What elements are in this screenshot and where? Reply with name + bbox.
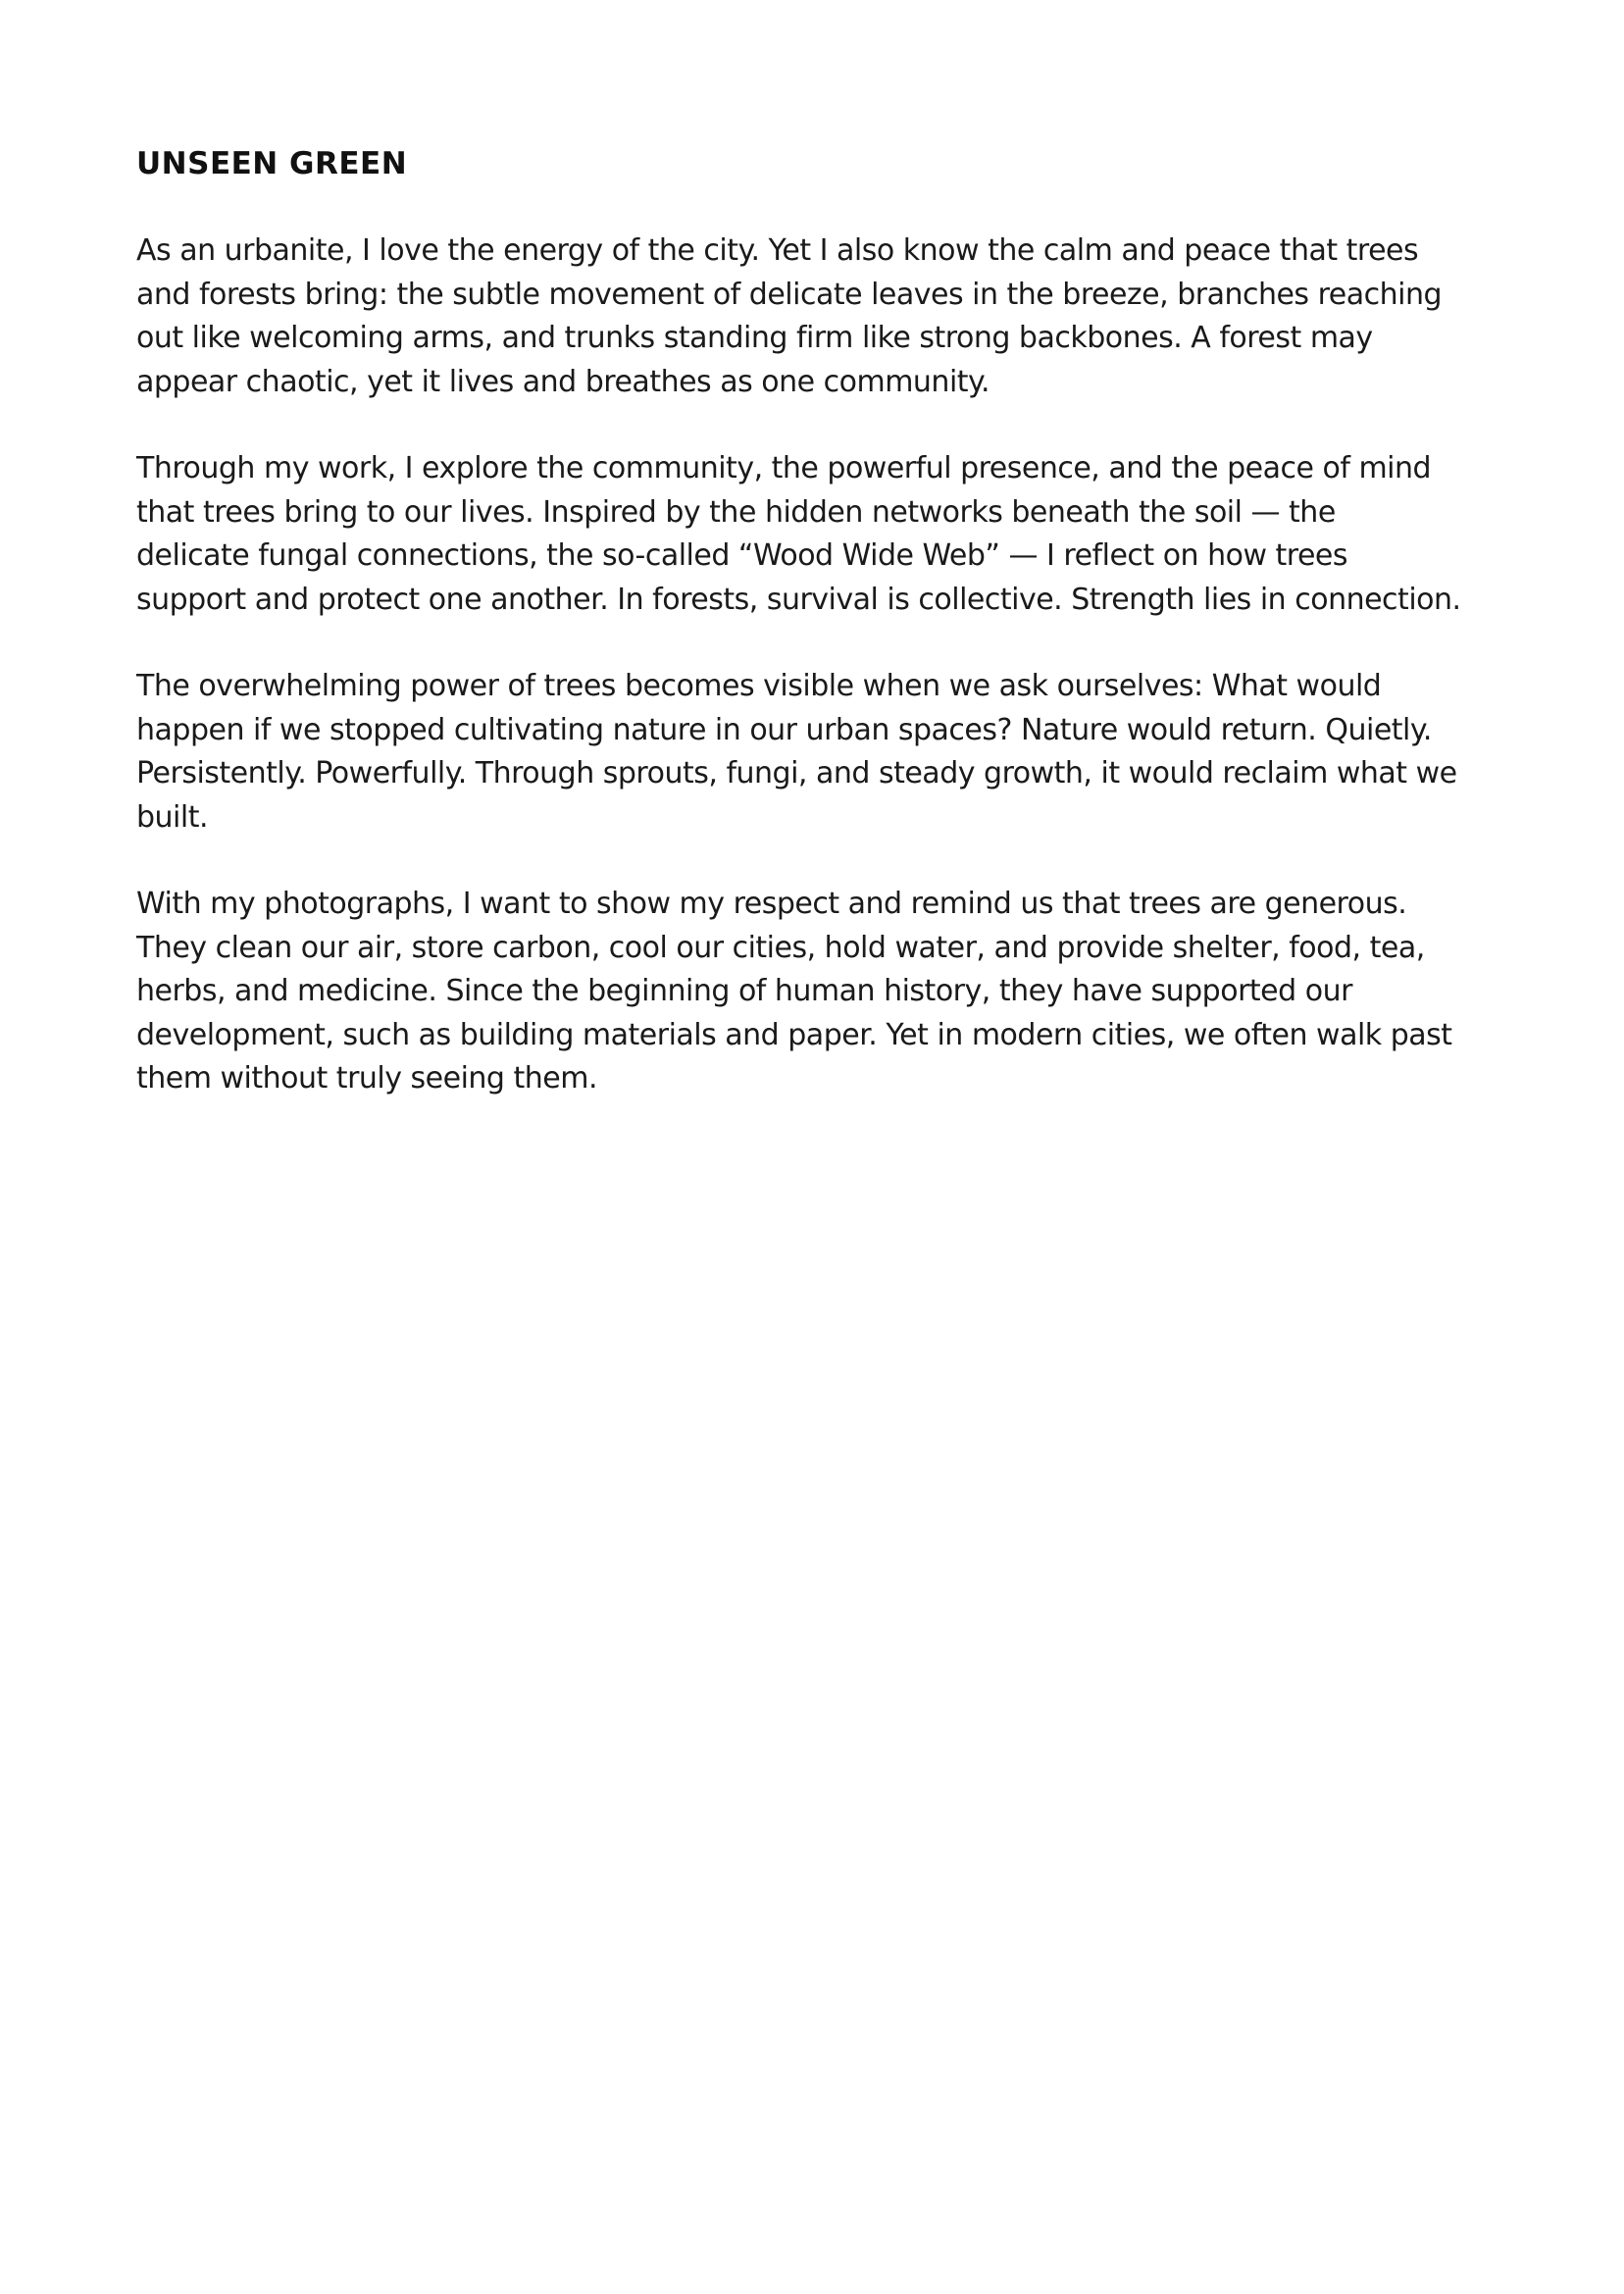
text-line: The overwhelming power of trees becomes visible when we ask ourselves: What would: [136, 669, 1382, 703]
text-line: built.: [136, 799, 209, 835]
paragraph-work: [136, 447, 1509, 622]
text-line: out like welcoming arms, and trunks standing firm like strong backbones. A forest may: [136, 321, 1373, 355]
document-content: [136, 142, 1509, 1145]
paragraph-intro: [136, 229, 1509, 404]
text-line: and forests bring: the subtle movement of delicate leaves in the breeze, branches reaching: [136, 277, 1443, 312]
text-line: support and protect one another. In forests, survival is collective. Strength lies in connection.: [136, 582, 1461, 617]
text-line: that trees bring to our lives. Inspired by the hidden networks beneath the soil — the: [136, 494, 1336, 530]
paragraph-photographs: [136, 883, 1509, 1101]
text-line: delicate fungal connections, the so-called “Wood Wide Web” — I reflect on how trees: [136, 538, 1348, 573]
text-line: Through my work, I explore the community, the powerful presence, and the peace of mind: [136, 451, 1432, 485]
text-line: them without truly seeing them.: [136, 1061, 598, 1096]
text-line: With my photographs, I want to show my respect and remind us that trees are generous.: [136, 887, 1407, 921]
text-line: They clean our air, store carbon, cool our cities, hold water, and provide shelter, food, tea,: [136, 930, 1425, 965]
document-title: UNSEEN GREEN: [136, 146, 408, 181]
text-line: herbs, and medicine. Since the beginning of human history, they have supported our: [136, 974, 1352, 1008]
text-line: appear chaotic, yet it lives and breathes as one community.: [136, 364, 990, 399]
text-line: As an urbanite, I love the energy of the city. Yet I also know the calm and peace that trees: [136, 233, 1419, 268]
paragraph-power: [136, 665, 1509, 840]
text-line: Persistently. Powerfully. Through sprouts, fungi, and steady growth, it would reclaim what we: [136, 756, 1457, 790]
text-line: development, such as building materials and paper. Yet in modern cities, we often walk past: [136, 1017, 1452, 1052]
text-line: happen if we stopped cultivating nature in our urban spaces? Nature would return. Quietly.: [136, 712, 1432, 747]
